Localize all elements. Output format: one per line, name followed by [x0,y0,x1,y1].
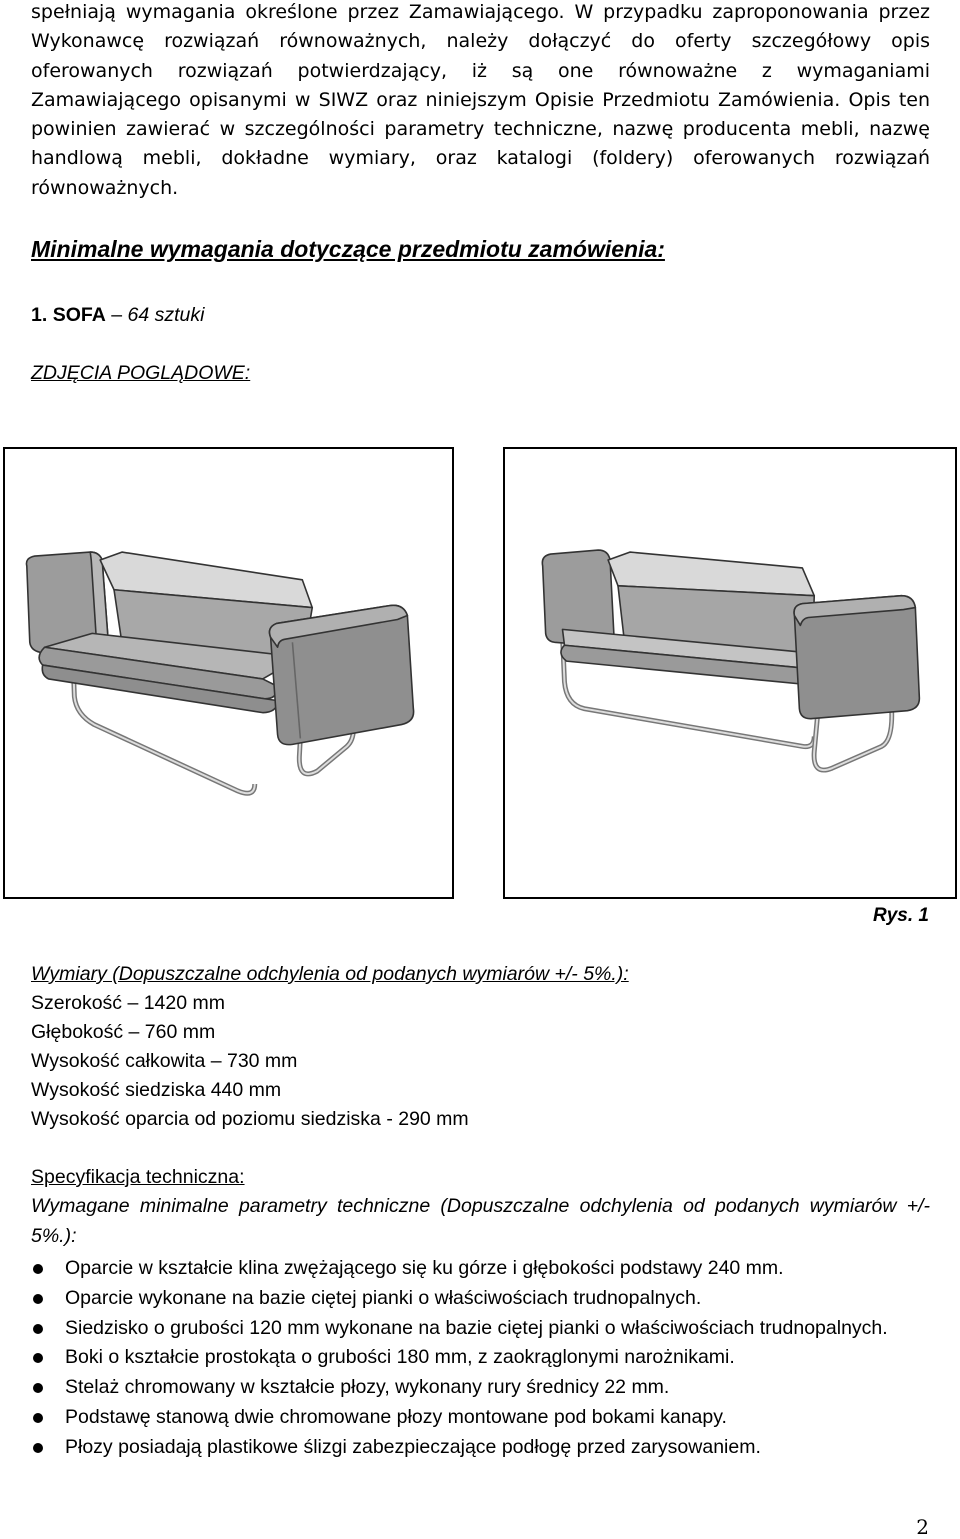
list-item [31,1284,930,1314]
list-item-text: Boki o kształcie prostokąta o grubości 180 mm, z zaokrąglonymi narożnikami. [65,1346,735,1369]
item-heading [31,304,204,327]
item-dash: – [111,304,123,326]
document-page [31,0,930,384]
specification-heading: Specyfikacja techniczna: [31,1166,245,1188]
specification-section [31,1163,930,1463]
dimensions-heading: Wymiary (Dopuszczalne odchylenia od podanych wymiarów +/- 5%.): [31,963,629,985]
list-item-text: Podstawę stanową dwie chromowane płozy montowane pod bokami kanapy. [65,1405,727,1428]
list-item [31,1433,930,1463]
list-item-text: Oparcie wykonane na bazie ciętej pianki o właściwościach trudnopalnych. [65,1286,702,1309]
list-item [31,1254,930,1284]
list-item [31,1373,930,1403]
specification-intro: Wymagane minimalne parametry techniczne (Dopuszczalne odchylenia od podanych wymiarów +/- 5%.): [31,1195,930,1247]
photos-heading: ZDJĘCIA POGLĄDOWE: [31,362,251,384]
dimension-backrest-height: Wysokość oparcia od poziomu siedziska - 290 mm [31,1108,469,1130]
bullet-icon [33,1413,43,1423]
dimension-seat-height: Wysokość siedziska 440 mm [31,1079,282,1101]
item-quantity: 64 sztuki [127,304,205,326]
figure-caption: Rys. 1 [873,905,929,926]
sofa-image-right [503,447,957,899]
bullet-icon [33,1353,43,1363]
bullet-icon [33,1443,43,1453]
item-name: SOFA [52,304,106,326]
section-heading: Minimalne wymagania dotyczące przedmiotu zamówienia: [31,236,665,262]
list-item-text: Siedzisko o grubości 120 mm wykonane na bazie ciętej pianki o właściwościach trudnopalnych. [65,1316,888,1339]
list-item-text: Oparcie w kształcie klina zwężającego się ku górze i głębokości podstawy 240 mm. [65,1257,784,1279]
dimension-depth: Głębokość – 760 mm [31,1021,216,1043]
specification-list [31,1254,930,1463]
sofa-image-left [3,447,454,899]
dimension-total-height: Wysokość całkowita – 730 mm [31,1050,298,1072]
bullet-icon [33,1264,43,1274]
dimension-width: Szerokość – 1420 mm [31,992,226,1014]
item-number: 1. [31,304,48,326]
list-item [31,1314,930,1344]
list-item [31,1343,930,1373]
bullet-icon [33,1294,43,1304]
list-item-text: Stelaż chromowany w kształcie płozy, wykonany rury średnicy 22 mm. [65,1376,670,1399]
bullet-icon [33,1324,43,1334]
sofa-right-drawing [505,449,955,897]
bullet-icon [33,1383,43,1393]
list-item [31,1403,930,1433]
intro-paragraph: spełniają wymagania określone przez Zamawiającego. W przypadku zaproponowania przez Wykonawcę rozwiązań równoważnych, należy dołączyć do oferty szczegółowy opis oferowanych rozwiązań potwierdzający, iż są one równoważne z wymaganiami Zamawiającego opisanymi w SIWZ oraz niniejszym Opisie Przedmiotu Zamówienia. Opis ten powinien zawierać w szczególności parametry techniczne, nazwę producenta mebli, nazwę handlową mebli, dokładne wymiary, oraz katalogi (foldery) oferowanych rozwiązań równoważnych. [31,1,930,199]
sofa-left-drawing [5,449,452,897]
page-number: 2 [916,1515,929,1539]
list-item-text: Płozy posiadają plastikowe ślizgi zabezpieczające podłogę przed zarysowaniem. [65,1435,761,1458]
dimensions-section [31,960,930,1134]
